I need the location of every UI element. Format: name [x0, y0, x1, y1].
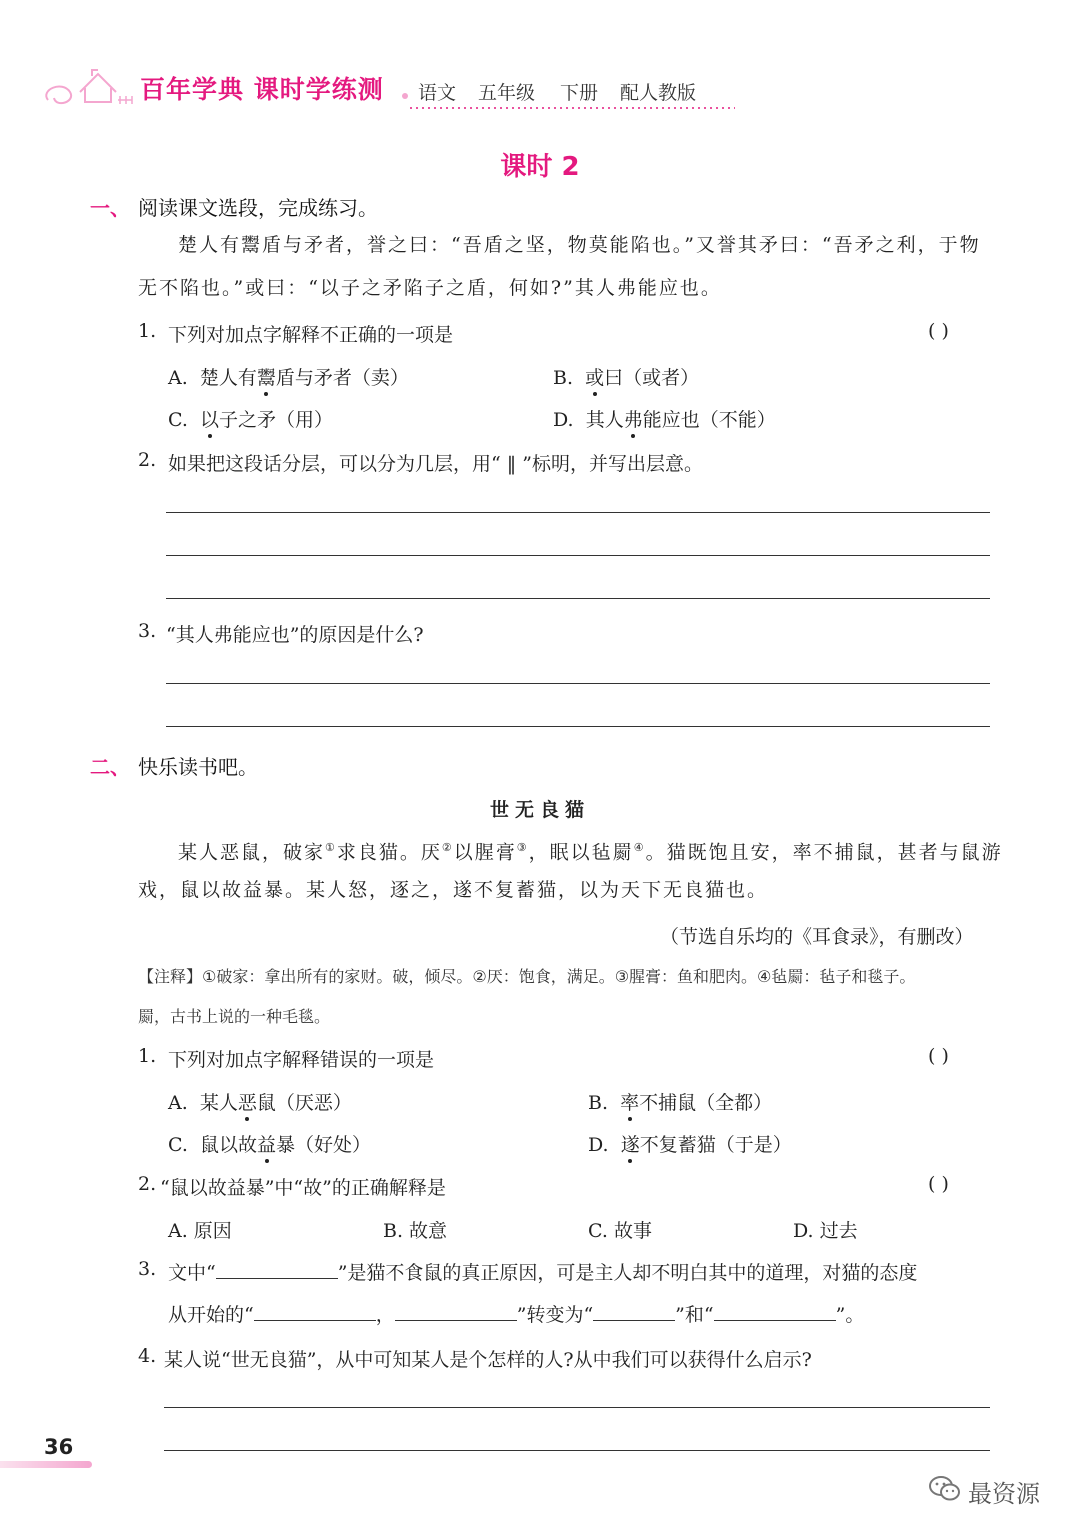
house-icon — [80, 70, 116, 102]
s1-q3-text: “其人弗能应也”的原因是什么? — [166, 624, 424, 646]
emphasis-dot-char: 或 — [585, 367, 605, 389]
emphasis-dot-char: 遂 — [620, 1134, 640, 1156]
s2-q1-option-d[interactable]: D. 遂不复蓄猫（于是） — [588, 1134, 792, 1156]
emphasis-dot-char: 弗 — [623, 409, 643, 431]
s1-q1-option-d[interactable]: D. 其人弗能应也（不能） — [553, 409, 776, 431]
section2-title: 快乐读书吧。 — [138, 755, 258, 779]
emphasis-dot-char: 以 — [200, 409, 220, 431]
fill-blank[interactable] — [395, 1302, 517, 1321]
s2-q2-option-a[interactable]: A. 原因 — [168, 1220, 232, 1242]
section2-passage-line1: 某人恶鼠，破家①求良猫。厌②以腥膏③，眠以毡罽④。猫既饱且安，率不捕鼠，甚者与鼠游 — [178, 841, 1003, 864]
fill-blank[interactable] — [714, 1302, 836, 1321]
fill-blank[interactable] — [216, 1260, 338, 1279]
s2-q1-option-b[interactable]: B. 率不捕鼠（全都） — [588, 1092, 773, 1114]
s2-q2-number: 2. — [138, 1173, 157, 1195]
s2-q2-option-b[interactable]: B. 故意 — [383, 1220, 448, 1242]
header-brand: 百年学典 课时学练测 — [140, 75, 384, 104]
s2-q3-line1: 文中“ ”是猫不食鼠的真正原因，可是主人却不明白其中的道理，对猫的态度 — [168, 1262, 918, 1284]
article-notes-line2: 罽，古书上说的一种毛毯。 — [138, 1007, 331, 1026]
emphasis-dot-char: 恶 — [237, 1092, 257, 1114]
fill-blank[interactable] — [593, 1302, 675, 1321]
header-grade: 五年级 — [478, 82, 536, 104]
s2-q1-option-a[interactable]: A. 某人恶鼠（厌恶） — [168, 1092, 352, 1114]
s2-q2-answer-paren[interactable]: ( ) — [928, 1173, 949, 1195]
s2-q1-answer-paren[interactable]: ( ) — [928, 1045, 949, 1067]
s1-q3-number: 3. — [138, 620, 157, 642]
answer-line[interactable] — [166, 512, 990, 513]
s1-q1-option-b[interactable]: B. 或曰（或者） — [553, 367, 700, 389]
answer-line[interactable] — [166, 555, 990, 556]
section1-passage-line2: 无不陷也。”或曰：“以子之矛陷子之盾，何如?”其人弗能应也。 — [138, 277, 722, 299]
lesson-title: 课时 2 — [500, 152, 580, 182]
s2-q3-number: 3. — [138, 1258, 157, 1280]
s1-q2-number: 2. — [138, 449, 157, 471]
s2-q1-text: 下列对加点字解释错误的一项是 — [168, 1049, 435, 1071]
header-swirl — [46, 87, 71, 104]
s1-q1-option-c[interactable]: C. 以子之矛（用） — [168, 409, 334, 431]
watermark-text: 最资源 — [968, 1480, 1040, 1508]
s1-q2-text: 如果把这段话分层，可以分为几层，用“ ‖ ”标明，并写出层意。 — [168, 453, 704, 475]
page-number: 36 — [44, 1435, 74, 1459]
section2-passage-line2: 戏，鼠以故益暴。某人怒，逐之，遂不复蓄猫，以为天下无良猫也。 — [138, 879, 769, 901]
wechat-icon — [928, 1474, 962, 1504]
s2-q2-option-d[interactable]: D. 过去 — [793, 1220, 858, 1242]
s2-q4-number: 4. — [138, 1345, 157, 1367]
header-term: 下册 — [560, 82, 599, 104]
s2-q3-line2: 从开始的“ ， ”转变为“ ”和“ ”。 — [168, 1304, 865, 1326]
emphasis-dot-char: 益 — [257, 1134, 277, 1156]
s1-q1-answer-paren[interactable]: ( ) — [928, 320, 949, 342]
answer-line[interactable] — [166, 726, 990, 727]
section2-number: 二、 — [90, 755, 130, 779]
section1-title: 阅读课文选段，完成练习。 — [138, 196, 378, 220]
s2-q1-option-c[interactable]: C. 鼠以故益暴（好处） — [168, 1134, 372, 1156]
answer-line[interactable] — [164, 1407, 990, 1408]
article-source: （节选自乐均的《耳食录》，有删改） — [660, 926, 974, 948]
header-subject: 语文 — [418, 82, 457, 104]
article-notes-line1: 【注释】①破家：拿出所有的家财。破，倾尽。②厌：饱食，满足。③腥膏：鱼和肥肉。④毡罽：毡子和毯子。 — [138, 967, 916, 986]
s2-q2-text: “鼠以故益暴”中“故”的正确解释是 — [160, 1177, 446, 1199]
s2-q2-option-c[interactable]: C. 故事 — [588, 1220, 652, 1242]
s1-q1-option-a[interactable]: A. 楚人有鬻盾与矛者（卖） — [168, 367, 409, 389]
answer-line[interactable] — [166, 683, 990, 684]
page-number-bar — [0, 1461, 92, 1468]
header-edition: 配人教版 — [620, 82, 697, 104]
article-title: 世无良猫 — [489, 799, 590, 821]
s1-q1-number: 1. — [138, 320, 157, 342]
answer-line[interactable] — [166, 598, 990, 599]
fill-blank[interactable] — [254, 1302, 376, 1321]
section1-passage-line1: 楚人有鬻盾与矛者，誉之曰：“吾盾之坚，物莫能陷也。”又誉其矛曰：“吾矛之利，于物 — [178, 234, 981, 256]
s2-q1-number: 1. — [138, 1045, 157, 1067]
section1-number: 一、 — [90, 196, 130, 220]
emphasis-dot-char: 率 — [620, 1092, 640, 1114]
answer-line[interactable] — [164, 1450, 990, 1451]
s2-q4-text: 某人说“世无良猫”，从中可知某人是个怎样的人?从中我们可以获得什么启示? — [164, 1349, 812, 1371]
emphasis-dot-char: 鬻 — [256, 367, 276, 389]
s1-q1-text: 下列对加点字解释不正确的一项是 — [168, 324, 454, 346]
